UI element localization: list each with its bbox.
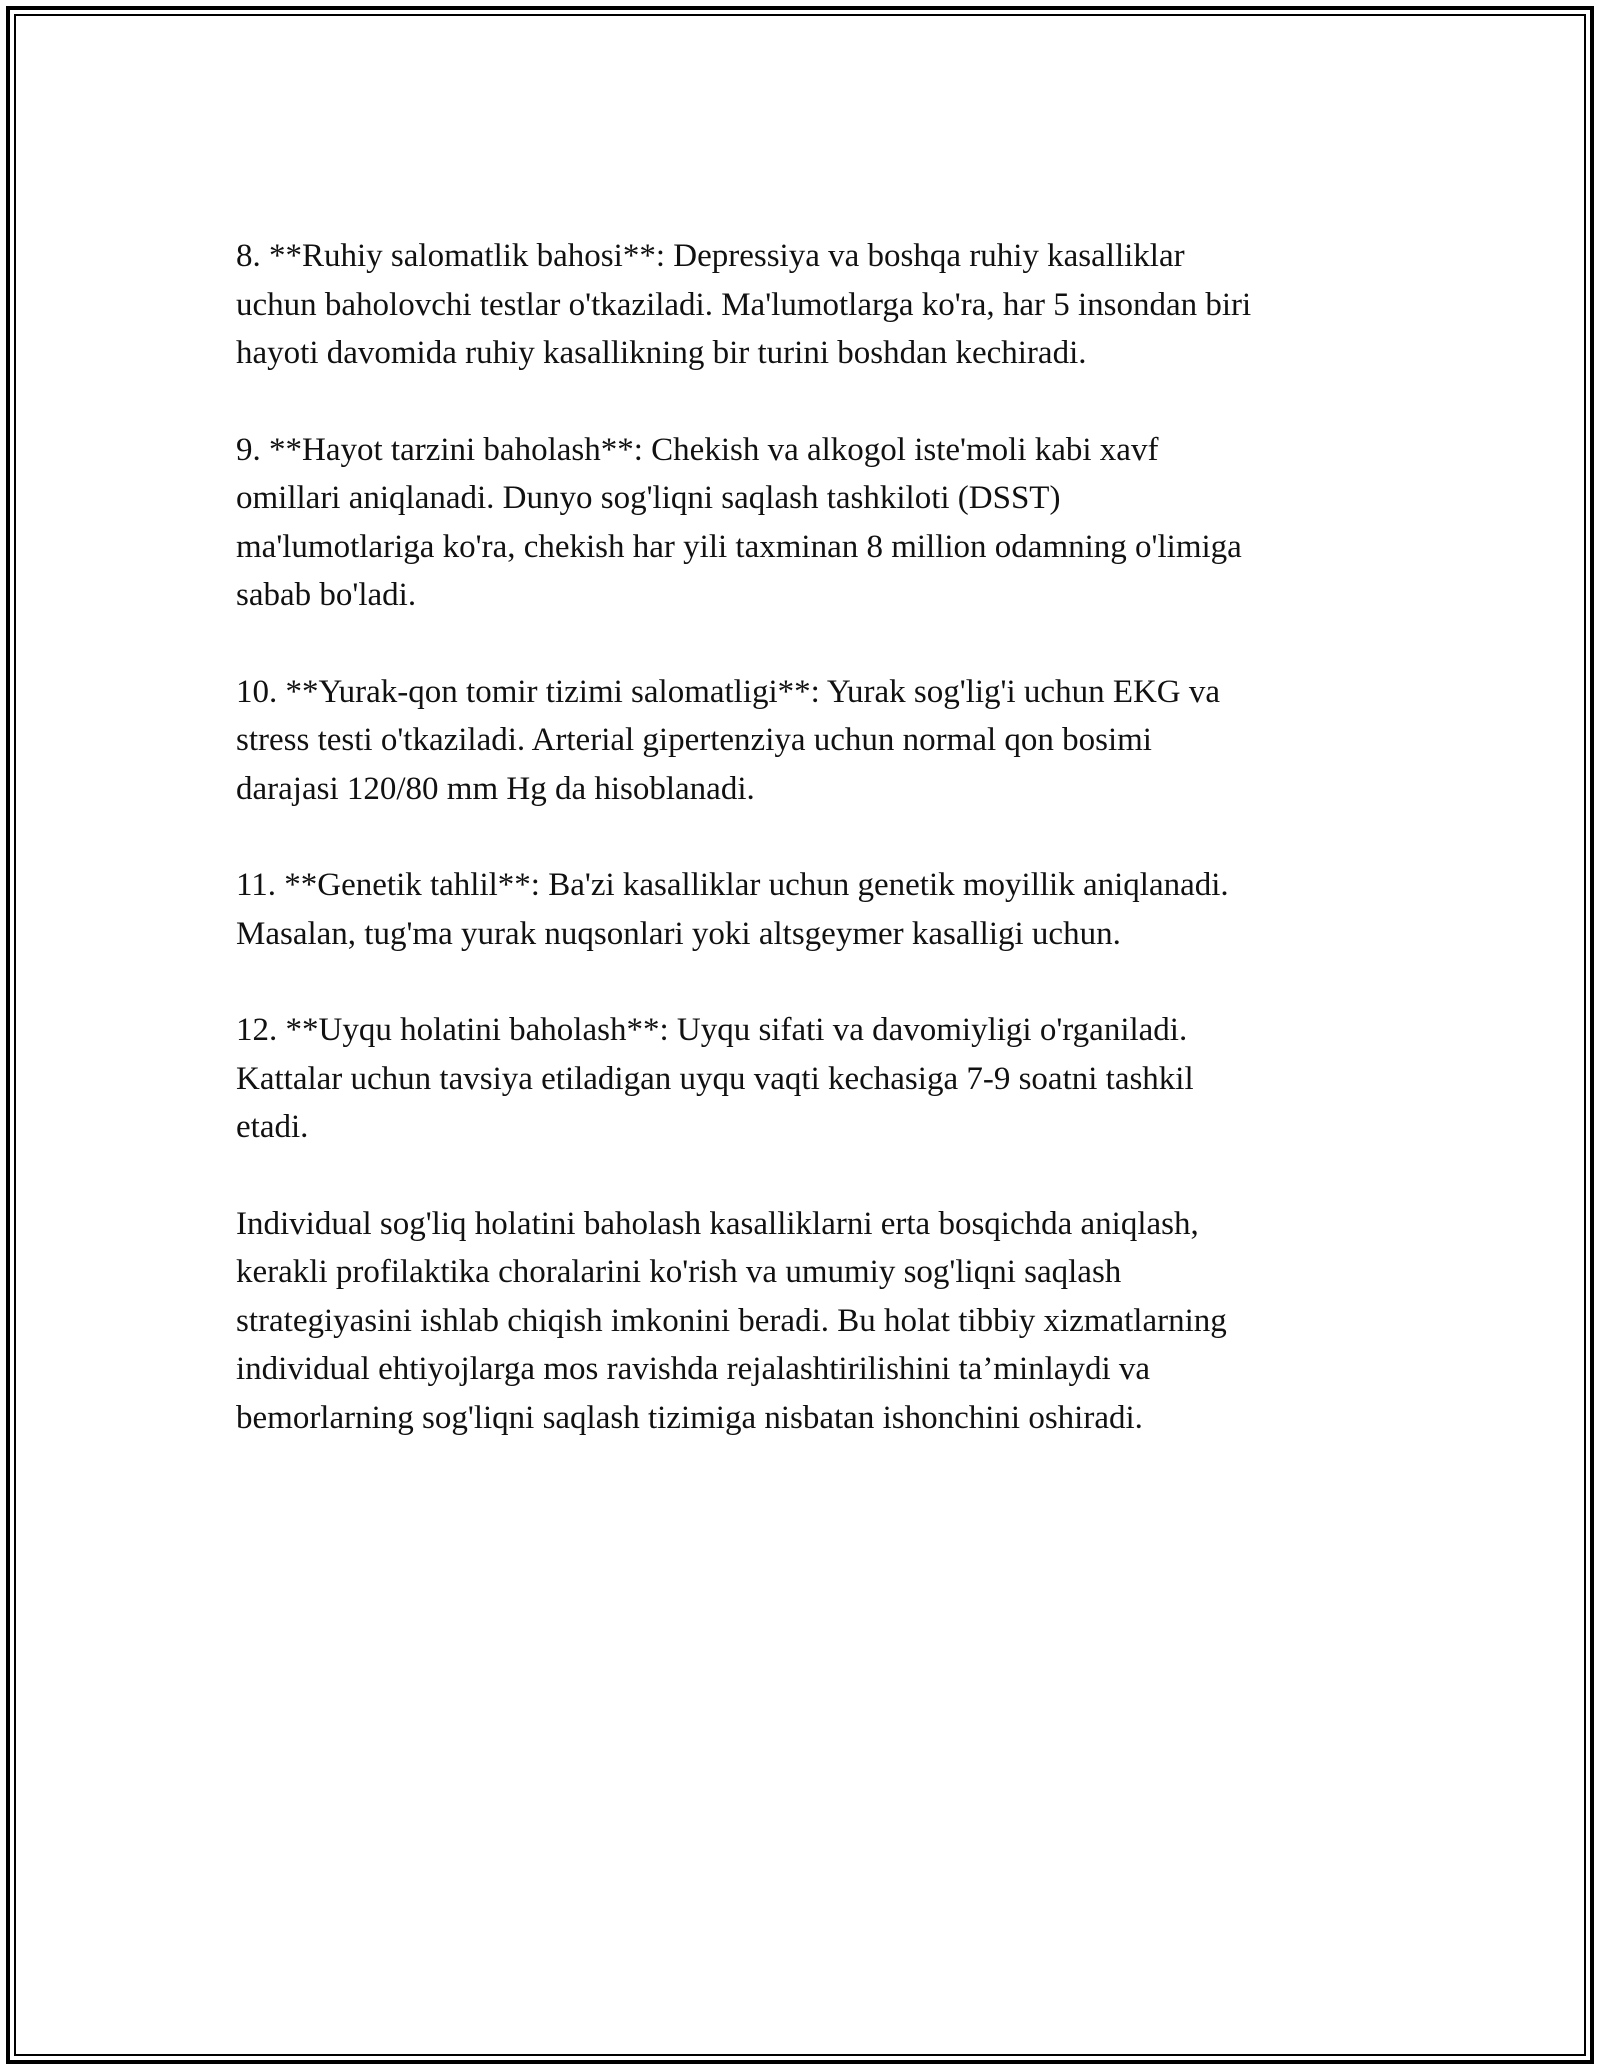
text-line: Individual sog'liq holatini baholash kasalliklarni erta bosqichda aniqlash, <box>236 1205 1199 1242</box>
paragraph-lifestyle <box>236 426 1396 620</box>
text-line: individual ehtiyojlarga mos ravishda rejalashtirilishini ta’minlaydi va <box>236 1351 1151 1387</box>
text-line: kerakli profilaktika choralarini ko'rish va umumiy sog'liqni saqlash <box>236 1254 1122 1290</box>
paragraph-genetic <box>236 861 1396 958</box>
text-line: Kattalar uchun tavsiya etiladigan uyqu vaqti kechasiga 7-9 soatni tashkil <box>236 1060 1194 1097</box>
paragraph-sleep <box>236 1006 1396 1152</box>
text-line: Masalan, tug'ma yurak nuqsonlari yoki altsgeymer kasalligi uchun. <box>236 915 1121 952</box>
paragraph-cardiovascular <box>236 668 1396 814</box>
text-line: ma'lumotlariga ko'ra, chekish har yili taxminan 8 million odamning o'limiga <box>236 528 1242 565</box>
text-line: 11. **Genetik tahlil**: Ba'zi kasalliklar uchun genetik moyillik aniqlanadi. <box>236 867 1229 903</box>
text-line: 8. **Ruhiy salomatlik bahosi**: Depressiya va boshqa ruhiy kasalliklar <box>236 238 1185 274</box>
text-line: stress testi o'tkaziladi. Arterial gipertenziya uchun normal qon bosimi <box>236 722 1152 758</box>
text-line: hayoti davomida ruhiy kasallikning bir turini boshdan kechiradi. <box>236 335 1087 371</box>
text-line: omillari aniqlanadi. Dunyo sog'liqni saqlash tashkiloti (DSST) <box>236 480 1061 516</box>
text-line: 12. **Uyqu holatini baholash**: Uyqu sifati va davomiyligi o'rganiladi. <box>236 1012 1188 1048</box>
text-line: strategiyasini ishlab chiqish imkonini beradi. Bu holat tibbiy xizmatlarning <box>236 1302 1227 1339</box>
document-body <box>236 232 1396 1490</box>
text-line: 10. **Yurak-qon tomir tizimi salomatligi**: Yurak sog'lig'i uchun EKG va <box>236 673 1221 710</box>
text-line: bemorlarning sog'liqni saqlash tizimiga nisbatan ishonchini oshiradi. <box>236 1399 1143 1436</box>
text-line: 9. **Hayot tarzini baholash**: Chekish va alkogol iste'moli kabi xavf <box>236 431 1159 468</box>
text-line: darajasi 120/80 mm Hg da hisoblanadi. <box>236 770 755 807</box>
text-line: sabab bo'ladi. <box>236 577 417 613</box>
paragraph-conclusion <box>236 1200 1396 1443</box>
text-line: uchun baholovchi testlar o'tkaziladi. Ma'lumotlarga ko'ra, har 5 insondan biri <box>236 286 1252 323</box>
text-line: etadi. <box>236 1109 309 1145</box>
paragraph-mental-health <box>236 232 1396 378</box>
